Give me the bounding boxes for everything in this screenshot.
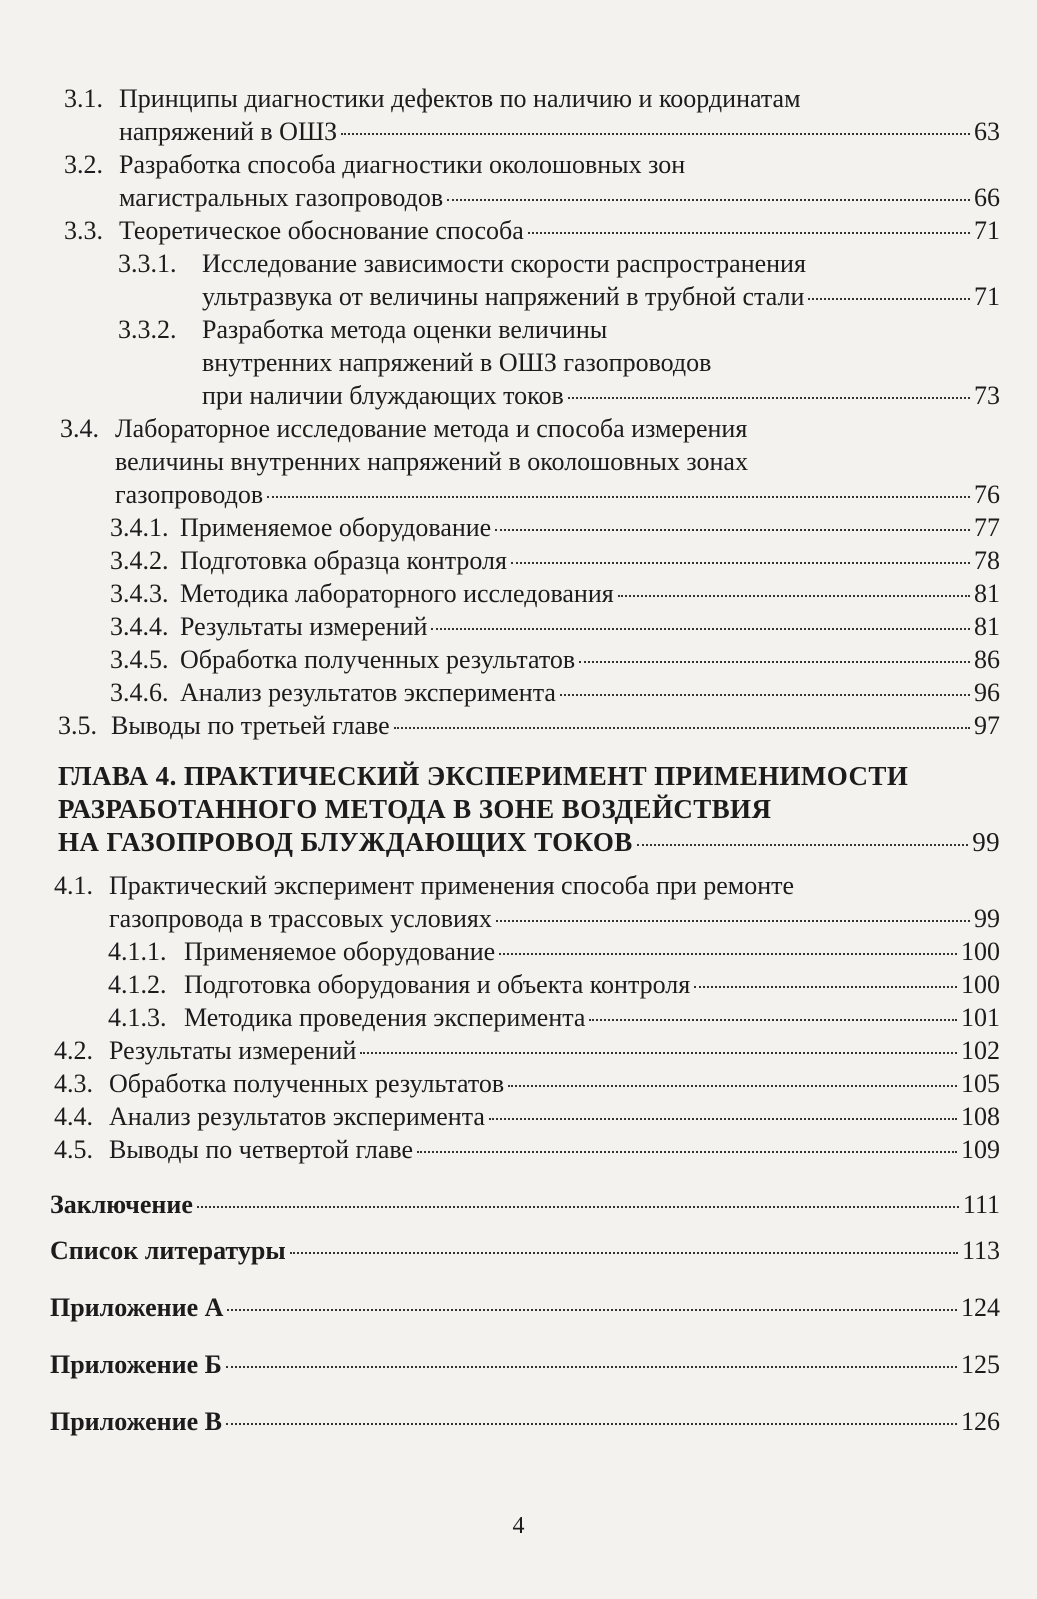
toc-number: 3.4.1. [110, 513, 169, 542]
toc-title-line: Подготовка образца контроля [180, 546, 507, 575]
leader-dots [508, 1085, 957, 1087]
leader-dots [589, 1019, 957, 1021]
toc-title-line: Применяемое оборудование [180, 513, 492, 542]
toc-number: 3.4.5. [110, 645, 169, 674]
toc-number: 3.4. [60, 414, 99, 443]
toc-title-line: Принципы диагностики дефектов по наличию и координатам [119, 84, 801, 113]
toc-title-line: Разработка способа диагностики околошовных зон [119, 150, 686, 179]
toc-entry-4-5[interactable] [54, 1133, 1000, 1166]
leader-dots [496, 920, 970, 922]
toc-title-line: Исследование зависимости скорости распространения [202, 249, 806, 278]
toc-page: 66 [974, 183, 1000, 212]
toc-number: 4.1.1. [108, 937, 167, 966]
toc-title-line: внутренних напряжений в ОШЗ газопроводов [202, 348, 712, 377]
toc-title-line: Результаты измерений [109, 1036, 357, 1065]
toc-title-line: Обработка полученных результатов [109, 1069, 505, 1098]
toc-page: 86 [974, 645, 1000, 674]
toc-page: 125 [961, 1350, 1000, 1379]
toc-page: 102 [961, 1036, 1000, 1065]
toc-page: 81 [974, 579, 1000, 608]
toc-entry-3-5[interactable] [58, 709, 1000, 742]
toc-title-line: газопровода в трассовых условиях [109, 904, 492, 933]
toc-title-line: напряжений в ОШЗ [119, 117, 338, 146]
toc-page: 99 [972, 827, 1000, 857]
toc-page: 71 [974, 216, 1000, 245]
toc-title-line: Список литературы [50, 1236, 286, 1265]
toc-title-line: газопроводов [115, 480, 264, 509]
toc-title-line: Заключение [50, 1190, 193, 1219]
toc-title-line: Лабораторное исследование метода и способа измерения [115, 414, 748, 443]
toc-number: 3.4.3. [110, 579, 169, 608]
toc-entry-3-4-2[interactable] [110, 544, 1000, 577]
toc-page: 63 [974, 117, 1000, 146]
toc-number: 4.5. [54, 1135, 93, 1164]
toc-number: 3.3. [64, 216, 103, 245]
toc-title-line: Подготовка оборудования и объекта контроля [184, 970, 691, 999]
toc-entry-references[interactable] [50, 1234, 1000, 1267]
toc-title-line: Теоретическое обоснование способа [119, 216, 524, 245]
toc-page: 111 [962, 1190, 1000, 1219]
toc-entry-appendix-a[interactable] [50, 1291, 1000, 1324]
toc-entry-3-4-1[interactable] [110, 511, 1000, 544]
toc-page: 96 [974, 678, 1000, 707]
leader-dots [197, 1206, 959, 1208]
leader-dots [579, 661, 970, 663]
leader-dots [499, 953, 957, 955]
toc-page: 124 [961, 1293, 1000, 1322]
toc-page: 81 [974, 612, 1000, 641]
toc-entry-4-1-3[interactable] [108, 1001, 1000, 1034]
toc-entry-3-4-5[interactable] [110, 643, 1000, 676]
toc-title-line: Методика проведения эксперимента [184, 1003, 586, 1032]
toc-page: 126 [961, 1407, 1000, 1436]
toc-page: 113 [961, 1236, 1000, 1265]
toc-entry-3-1[interactable] [64, 82, 1000, 148]
toc-title-line: Приложение Б [50, 1350, 222, 1379]
toc-number: 4.1. [54, 871, 93, 900]
toc-title-line: Практический эксперимент применения способа при ремонте [109, 871, 795, 900]
toc-entry-3-4-6[interactable] [110, 676, 1000, 709]
toc-entry-3-3-2[interactable] [118, 313, 1000, 412]
leader-dots [511, 562, 970, 564]
toc-page: 78 [974, 546, 1000, 575]
leader-dots [417, 1151, 957, 1153]
toc-number: 4.1.2. [108, 970, 167, 999]
toc-title-line: Выводы по четвертой главе [109, 1135, 414, 1164]
toc-entry-4-4[interactable] [54, 1100, 1000, 1133]
toc-number: 4.1.3. [108, 1003, 167, 1032]
toc-title-line: Методика лабораторного исследования [180, 579, 614, 608]
toc-number: 4.3. [54, 1069, 93, 1098]
toc-title-line: Приложение В [50, 1407, 222, 1436]
toc-title-line: Результаты измерений [180, 612, 428, 641]
leader-dots [431, 628, 970, 630]
toc-page: 97 [974, 711, 1000, 740]
toc-entry-3-3-1[interactable] [118, 247, 1000, 313]
toc-title-line: магистральных газопроводов [119, 183, 444, 212]
chapter-title-line: НА ГАЗОПРОВОД БЛУЖДАЮЩИХ ТОКОВ [58, 827, 633, 857]
toc-chapter-4[interactable] [58, 760, 1000, 859]
toc-title-line: Анализ результатов эксперимента [180, 678, 556, 707]
page-number: 4 [512, 1513, 525, 1539]
toc-title-line: Применяемое оборудование [184, 937, 496, 966]
leader-dots [637, 844, 969, 846]
toc-entry-3-4-3[interactable] [110, 577, 1000, 610]
toc-title-line: Обработка полученных результатов [180, 645, 576, 674]
toc-page: 100 [961, 970, 1000, 999]
toc-page: 109 [961, 1135, 1000, 1164]
toc-entry-4-2[interactable] [54, 1034, 1000, 1067]
toc-title-line: ультразвука от величины напряжений в трубной стали [202, 282, 805, 311]
toc-entry-4-1-1[interactable] [108, 935, 1000, 968]
toc-title-line: Приложение А [50, 1293, 224, 1322]
toc-number: 3.3.1. [118, 249, 177, 278]
leader-dots [341, 133, 970, 135]
toc-entry-appendix-v[interactable] [50, 1405, 1000, 1438]
leader-dots [447, 199, 970, 201]
toc-page: 77 [974, 513, 1000, 542]
leader-dots [290, 1252, 958, 1254]
leader-dots [226, 1366, 957, 1368]
toc-page: 105 [961, 1069, 1000, 1098]
leader-dots [618, 595, 970, 597]
toc-page: 71 [974, 282, 1000, 311]
toc-entry-appendix-b[interactable] [50, 1348, 1000, 1381]
leader-dots [808, 298, 970, 300]
toc-number: 3.2. [64, 150, 103, 179]
toc-page: 108 [961, 1102, 1000, 1131]
leader-dots [489, 1118, 957, 1120]
toc-entry-4-1[interactable] [54, 869, 1000, 935]
toc-number: 3.5. [58, 711, 97, 740]
chapter-title-line: РАЗРАБОТАННОГО МЕТОДА В ЗОНЕ ВОЗДЕЙСТВИЯ [58, 794, 772, 824]
toc-page: 99 [974, 904, 1000, 933]
leader-dots [394, 727, 970, 729]
toc-entry-3-4-4[interactable] [110, 610, 1000, 643]
toc-entry-3-3[interactable] [64, 214, 1000, 247]
toc-number: 4.2. [54, 1036, 93, 1065]
toc-entry-3-4[interactable] [60, 412, 1000, 511]
leader-dots [528, 232, 970, 234]
leader-dots [694, 986, 957, 988]
leader-dots [267, 496, 970, 498]
table-of-contents [50, 82, 1000, 1438]
toc-entry-4-3[interactable] [54, 1067, 1000, 1100]
leader-dots [227, 1309, 957, 1311]
toc-title-line: Разработка метода оценки величины [202, 315, 608, 344]
leader-dots [495, 529, 970, 531]
leader-dots [560, 694, 970, 696]
toc-number: 3.4.2. [110, 546, 169, 575]
toc-number: 3.4.6. [110, 678, 169, 707]
toc-number: 3.4.4. [110, 612, 169, 641]
chapter-title-line: ГЛАВА 4. ПРАКТИЧЕСКИЙ ЭКСПЕРИМЕНТ ПРИМЕНИМОСТИ [58, 761, 909, 791]
toc-title-line: Анализ результатов эксперимента [109, 1102, 485, 1131]
toc-entry-3-2[interactable] [64, 148, 1000, 214]
leader-dots [568, 397, 970, 399]
leader-dots [226, 1423, 957, 1425]
toc-title-line: Выводы по третьей главе [111, 711, 390, 740]
toc-title-line: величины внутренних напряжений в околошовных зонах [115, 447, 748, 476]
toc-page: 76 [974, 480, 1000, 509]
toc-number: 4.4. [54, 1102, 93, 1131]
toc-number: 3.3.2. [118, 315, 177, 344]
toc-entry-conclusion[interactable] [50, 1188, 1000, 1221]
toc-page: 73 [974, 381, 1000, 410]
toc-page: 100 [961, 937, 1000, 966]
leader-dots [360, 1052, 957, 1054]
toc-number: 3.1. [64, 84, 103, 113]
toc-entry-4-1-2[interactable] [108, 968, 1000, 1001]
toc-page: 101 [961, 1003, 1000, 1032]
toc-title-line: при наличии блуждающих токов [202, 381, 564, 410]
